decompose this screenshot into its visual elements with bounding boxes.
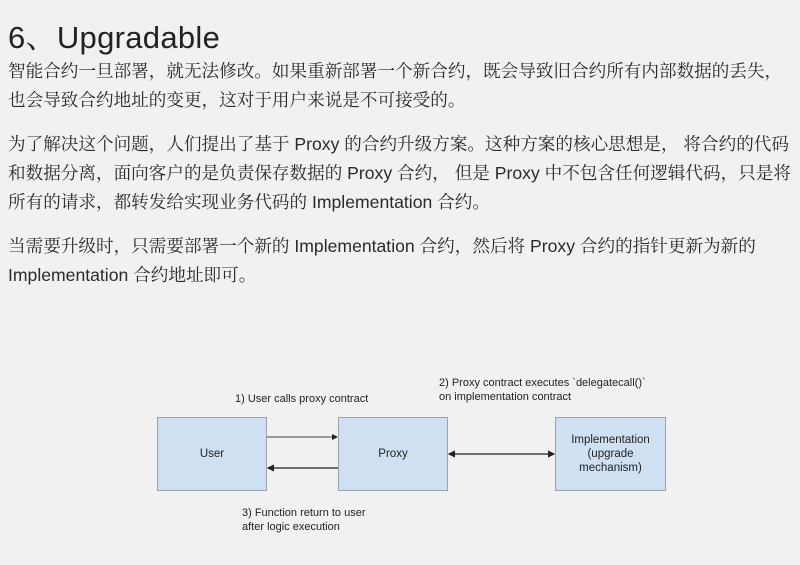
paragraph-3: 当需要升级时，只需要部署一个新的 Implementation 合约，然后将 Proxy 合约的指针更新为新的 Implementation 合约地址即可。: [8, 236, 756, 285]
paragraph-2: 为了解决这个问题，人们提出了基于 Proxy 的合约升级方案。这种方案的核心思想是， 将合约的代码和数据分离，面向客户的是负责保存数据的 Proxy 合约， 但是 Proxy 中不包含任何逻辑代码，只是将所有的请求，都转发给实现业务代码的 Implementation 合约。: [8, 134, 791, 212]
proxy-node-label: Proxy: [378, 448, 408, 460]
step2-label-line1: 2) Proxy contract executes `delegatecall()`: [439, 377, 646, 389]
step3-label-line1: 3) Function return to user: [242, 507, 366, 519]
step1-label: 1) User calls proxy contract: [235, 393, 369, 405]
page-heading: 6、Upgradable: [8, 20, 221, 55]
implementation-node-label-line2: (upgrade: [587, 448, 634, 460]
step3-label-line2: after logic execution: [242, 521, 340, 533]
implementation-node-label-line1: Implementation: [571, 434, 650, 446]
implementation-node-label-line3: mechanism): [579, 462, 642, 474]
paragraph-1: 智能合约一旦部署，就无法修改。如果重新部署一个新合约，既会导致旧合约所有内部数据的丢失，也会导致合约地址的变更，这对于用户来说是不可接受的。: [8, 61, 783, 110]
user-node-label: User: [199, 448, 225, 460]
step2-label-line2: on implementation contract: [439, 391, 572, 403]
